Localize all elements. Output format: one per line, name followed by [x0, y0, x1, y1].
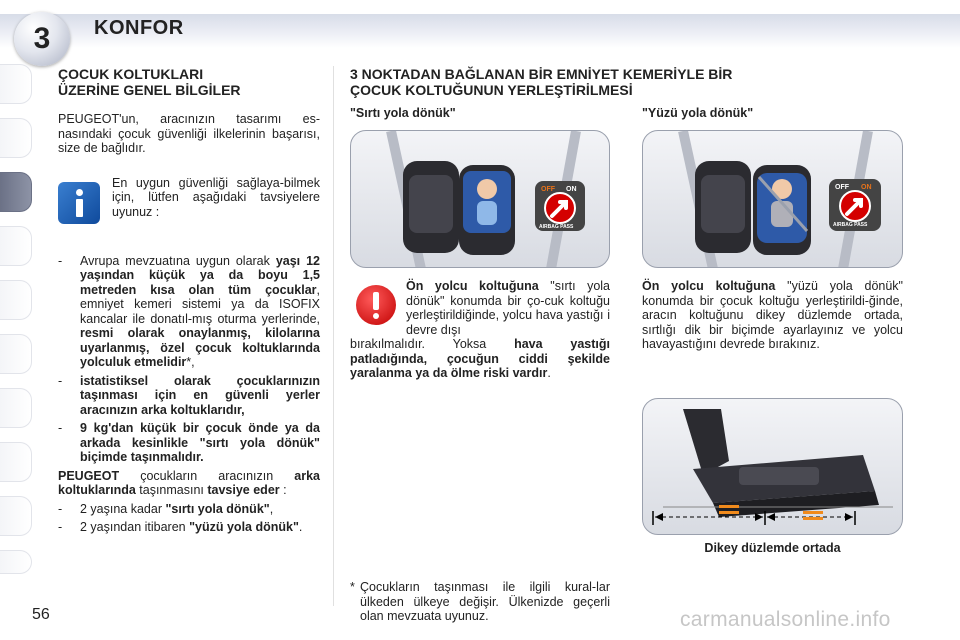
recommendation-paragraph: PEUGEOT çocukların aracınızın arka koltuklarında taşınmasını tavsiye eder : — [58, 468, 320, 497]
footnote-text: Çocukların taşınması ile ilgili kural-lar ülkeden ülkeye değişir. Ülkenizde geçerli olan mevzuata uyunuz. — [360, 580, 610, 623]
right-heading-line-1: 3 NOKTADAN BAĞLANAN BİR EMNİYET KEMERİYLE BİR — [350, 66, 733, 82]
column-divider — [333, 66, 334, 606]
seat-position-caption: Dikey düzlemde ortada — [704, 541, 841, 555]
side-tab-8[interactable] — [0, 442, 32, 482]
page-title: KONFOR — [94, 17, 184, 39]
airbag-off-label: OFF — [541, 186, 555, 193]
list-item: - Avrupa mevzuatına uygun olarak yaşı 12 yaşından küçük ya da boyu 1,5 metreden kısa olan tüm çocuklar, emniyet kemeri sistemi ya da ISOFIX kancalar ile donatıl-mış oturma yerlerinde, resmi olarak onaylanmış, kilolarına uyarlanmış, özel çocuk koltuklarında yolculuk etmelidir*, — [58, 253, 320, 369]
recommendation-list — [58, 254, 320, 465]
side-tab-10[interactable] — [0, 550, 32, 574]
warning-text-bottom: bırakılmalıdır. Yoksa hava yastığı patladığında, çocuğun ciddi şekilde yaralanma ya da ölme riski vardır. — [350, 337, 610, 380]
footnote-marker: * — [350, 580, 355, 594]
forward-facing-subheading: "Yüzü yola dönük" — [642, 106, 754, 120]
seat-position-illustration — [642, 398, 903, 535]
airbag-on-label: ON — [566, 186, 577, 193]
side-tab-6[interactable] — [0, 334, 32, 374]
forward-facing-instructions: Ön yolcu koltuğuna "yüzü yola dönük" konumda bir çocuk koltuğu yerleştirildi-ğinde, aracın koltuğunu dikey düzlemde ortada, sırtlığı dik bir biçimde ayarlayınız ve yolcu havayastığını devrede bırakınız. — [642, 279, 903, 351]
page-number: 56 — [32, 606, 50, 623]
age-list — [58, 502, 320, 535]
chapter-number-badge — [14, 12, 70, 66]
side-tab-7[interactable] — [0, 388, 32, 428]
info-note-text: En uygun güvenliği sağlaya-bilmek için, lütfen aşağıdaki tavsiyelere uyunuz : — [112, 175, 320, 219]
rear-facing-subheading: "Sırtı yola dönük" — [350, 106, 456, 120]
info-icon — [58, 182, 100, 224]
list-item: - 9 kg'dan küçük bir çocuk önde ya da arkada kesinlikle "sırtı yola dönük" biçimde taşınmalıdır. — [58, 421, 320, 464]
info-note — [58, 176, 320, 238]
side-tab-9[interactable] — [0, 496, 32, 536]
side-tab-3-active[interactable] — [0, 172, 32, 212]
chapter-number: 3 — [33, 22, 51, 55]
airbag-pass-label: AIRBAG PASS — [539, 224, 574, 230]
airbag-pass-label: AIRBAG PASS — [833, 222, 868, 228]
rear-facing-seat-illustration — [350, 130, 610, 268]
list-item: - 2 yaşına kadar "sırtı yola dönük", — [58, 501, 274, 516]
right-heading-line-2: ÇOCUK KOLTUĞUNUN YERLEŞTİRİLMESİ — [350, 82, 633, 98]
list-item: - 2 yaşından itibaren "yüzü yola dönük". — [58, 520, 303, 534]
side-tab-2[interactable] — [0, 118, 32, 158]
right-section-heading — [350, 66, 910, 98]
chapter-side-tabs — [0, 64, 34, 576]
left-section-heading — [58, 66, 320, 98]
intro-paragraph: PEUGEOT'un, aracınızın tasarımı es-nasındaki çocuk güvenliği ilkelerinin başarısı, size de bağlıdır. — [58, 112, 320, 155]
forward-facing-seat-illustration — [642, 130, 903, 268]
left-heading-line-2: ÜZERİNE GENEL BİLGİLER — [58, 82, 241, 98]
airbag-off-label: OFF — [835, 184, 849, 191]
left-column — [58, 66, 320, 539]
list-item: - istatistiksel olarak çocuklarınızın taşınması için en güvenli yerler aracınızın arka koltuklarıdır, — [58, 373, 320, 417]
warning-text-top: Ön yolcu koltuğuna "sırtı yola dönük" konumda bir ço-cuk koltuğu yerleştirildiğinde, yolcu hava yastığı i devre dışı — [406, 279, 610, 337]
left-heading-line-1: ÇOCUK KOLTUKLARI — [58, 66, 204, 82]
side-tab-5[interactable] — [0, 280, 32, 320]
watermark: carmanualsonline.info — [680, 608, 891, 631]
footnote — [350, 580, 610, 624]
side-tab-1[interactable] — [0, 64, 32, 104]
side-tab-4[interactable] — [0, 226, 32, 266]
page-header — [0, 0, 960, 58]
warning-icon — [356, 285, 396, 325]
airbag-on-label: ON — [861, 184, 872, 191]
